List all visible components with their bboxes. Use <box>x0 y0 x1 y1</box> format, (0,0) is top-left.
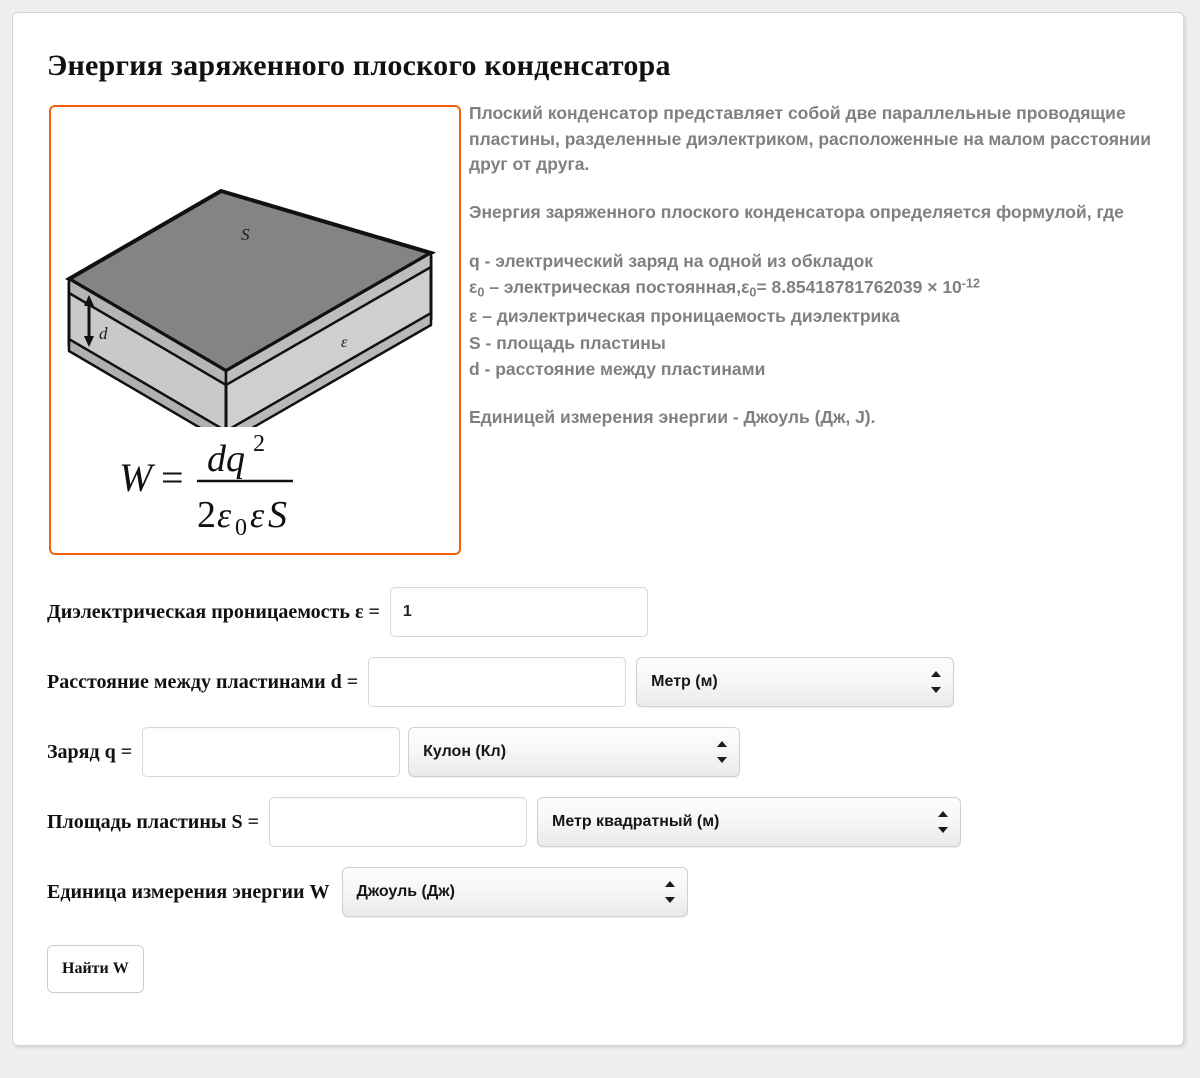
description-paragraph-1: Плоский конденсатор представляет собой две параллельные проводящие пластины, разделенные диэлектриком, расположенные на малом расстоянии друг от друга. <box>469 103 1152 175</box>
formula-numerator-exponent: 2 <box>253 431 265 457</box>
select-energy-unit[interactable] <box>342 867 688 917</box>
input-area[interactable] <box>269 797 527 847</box>
variable-d: d - расстояние между пластинами <box>469 359 766 380</box>
form-row-distance <box>41 647 1155 717</box>
chevron-updown-icon <box>938 811 948 833</box>
form-row-permittivity <box>41 577 1155 647</box>
input-permittivity[interactable] <box>390 587 648 637</box>
chevron-updown-icon <box>717 741 727 763</box>
variable-epsilon-zero-symbol-2: $\varepsilon_0$ <box>741 277 757 300</box>
figure-label-S: S <box>241 225 250 244</box>
chevron-updown-icon <box>931 671 941 693</box>
figure-label-d: d <box>99 324 108 343</box>
formula-denominator-2: 2 <box>197 494 216 536</box>
parallel-plate-capacitor-diagram <box>51 107 459 427</box>
select-distance-unit[interactable] <box>636 657 954 707</box>
label-permittivity: Диэлектрическая проницаемость ε = <box>47 600 380 623</box>
input-distance[interactable] <box>368 657 626 707</box>
form-row-energy-unit <box>41 857 1155 927</box>
formula-equals: = <box>161 455 184 500</box>
page-title: Энергия заряженного плоского конденсатора <box>47 49 671 82</box>
variable-epsilon-zero-text-a: – электрическая постоянная, <box>489 277 742 298</box>
variable-epsilon: ε – диэлектрическая проницаемость диэлектрика <box>469 306 900 327</box>
select-area-unit[interactable] <box>537 797 961 847</box>
select-energy-unit-value: Джоуль (Дж) <box>356 883 455 900</box>
input-charge[interactable] <box>142 727 400 777</box>
variable-S: S - площадь пластины <box>469 332 666 353</box>
label-energy-unit: Единица измерения энергии W <box>47 880 330 903</box>
find-w-button[interactable]: Найти W <box>47 945 144 993</box>
description-column <box>469 101 1181 453</box>
formula-lhs: W <box>119 455 153 500</box>
energy-units-note: Единицей измерения энергии - Джоуль (Дж, J). <box>469 406 876 427</box>
variable-definitions-list <box>469 248 1181 383</box>
select-charge-unit-value: Кулон (Кл) <box>423 743 507 760</box>
figure-label-epsilon: ε <box>341 334 348 351</box>
card-inner <box>13 13 1183 1045</box>
description-paragraph-2: Энергия заряженного плоского конденсатора определяется формулой, где <box>469 202 1124 223</box>
chevron-updown-icon <box>665 881 675 903</box>
content-card <box>12 12 1184 1046</box>
variable-epsilon-zero-text-b: = 8.85418781762039 × 10 <box>756 277 962 298</box>
calculator-form <box>41 577 1155 993</box>
formula-numerator: dq <box>207 438 245 480</box>
formula-denominator-eps0: ε <box>217 495 232 535</box>
select-distance-unit-value: Метр (м) <box>651 673 718 690</box>
form-row-charge <box>41 717 1155 787</box>
label-distance: Расстояние между пластинами d = <box>47 670 359 693</box>
form-row-area <box>41 787 1155 857</box>
select-area-unit-value: Метр квадратный (м) <box>551 813 720 830</box>
formula-denominator-eps: ε <box>250 495 265 535</box>
label-area: Площадь пластины S = <box>47 810 259 833</box>
select-charge-unit[interactable] <box>408 727 740 777</box>
variable-epsilon-zero-exponent: -12 <box>961 276 980 291</box>
energy-formula <box>105 419 405 539</box>
formula-denominator-eps0-sub: 0 <box>235 515 247 539</box>
variable-epsilon-zero-symbol: $\varepsilon_0$ <box>469 277 485 300</box>
label-charge: Заряд q = <box>47 740 133 763</box>
variable-epsilon-zero <box>469 274 1181 303</box>
variable-q: q - электрический заряд на одной из обкладок <box>469 250 874 271</box>
submit-row <box>41 945 1155 993</box>
capacitor-figure-box <box>49 105 461 555</box>
formula-denominator-S: S <box>268 494 287 536</box>
intro-section <box>41 105 1155 565</box>
